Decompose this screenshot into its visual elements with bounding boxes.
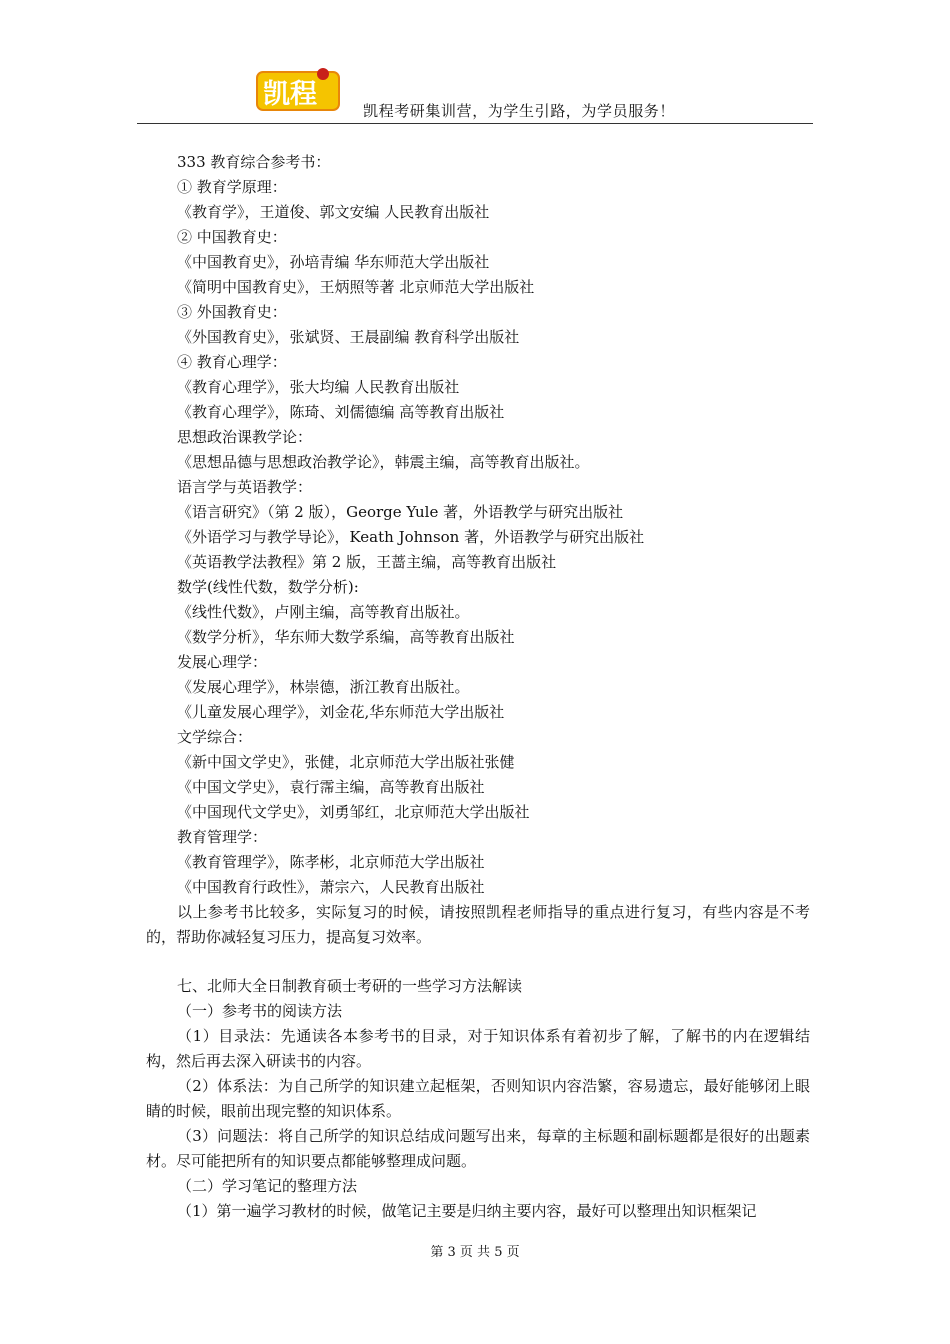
book-line: 《英语教学法教程》第 2 版，王蔷主编，高等教育出版社 (177, 553, 557, 571)
document-body (146, 150, 810, 1224)
method-paragraph: （3）问题法：将自己所学的知识总结成问题写出来，每章的主标题和副标题都是很好的出题素材。尽可能把所有的知识要点都能够整理成问题。 (146, 1127, 810, 1170)
method-paragraph: （1）目录法：先通读各本参考书的目录，对于知识体系有着初步了解，了解书的内在逻辑结构，然后再去深入研读书的内容。 (146, 1027, 810, 1070)
note-paragraph: （1）第一遍学习教材的时候，做笔记主要是归纳主要内容，最好可以整理出知识框架记 (177, 1202, 757, 1220)
book-line: 《外语学习与教学导论》，Keath Johnson 著，外语教学与研究出版社 (177, 528, 645, 546)
book-line: 《教育心理学》，陈琦、刘儒德编 高等教育出版社 (177, 403, 505, 421)
book-line: 《外国教育史》，张斌贤、王晨副编 教育科学出版社 (177, 328, 520, 346)
header-divider (137, 123, 813, 124)
book-line: 《中国教育行政性》，萧宗六，人民教育出版社 (177, 878, 485, 896)
header-slogan: 凯程考研集训营，为学生引路，为学员服务！ (363, 102, 676, 120)
subsection-title: （二）学习笔记的整理方法 (177, 1177, 358, 1195)
page-header (137, 62, 813, 124)
book-line: 发展心理学： (177, 653, 268, 671)
page-footer: 第 3 页 共 5 页 (430, 1245, 520, 1260)
book-line: 《教育管理学》，陈孝彬，北京师范大学出版社 (177, 853, 485, 871)
book-line: 《中国现代文学史》，刘勇邹红，北京师范大学出版社 (177, 803, 530, 821)
brand-logo (255, 66, 341, 114)
summary-paragraph: 以上参考书比较多，实际复习的时候，请按照凯程老师指导的重点进行复习，有些内容是不考的，帮助你减轻复习压力，提高复习效率。 (146, 903, 810, 946)
book-line: ④ 教育心理学： (177, 353, 287, 371)
book-line: 《中国文学史》，袁行霈主编，高等教育出版社 (177, 778, 485, 796)
method-paragraph: （2）体系法：为自己所学的知识建立起框架，否则知识内容浩繁，容易遗忘，最好能够闭上眼睛的时候，眼前出现完整的知识体系。 (146, 1077, 810, 1120)
book-line: 《中国教育史》，孙培青编 华东师范大学出版社 (177, 253, 490, 271)
book-line: 《发展心理学》，林崇德，浙江教育出版社。 (177, 678, 470, 696)
book-line: 思想政治课教学论： (177, 428, 313, 446)
book-line: 数学(线性代数，数学分析): (177, 578, 359, 596)
paragraph-spacer (146, 950, 810, 974)
book-line: 333 教育综合参考书： (177, 153, 331, 171)
book-line: 文学综合： (177, 728, 253, 746)
book-line: 教育管理学： (177, 828, 268, 846)
book-line: ② 中国教育史： (177, 228, 287, 246)
subsection-title: （一）参考书的阅读方法 (177, 1002, 343, 1020)
book-line: 《新中国文学史》，张健，北京师范大学出版社张健 (177, 753, 515, 771)
book-line: 《儿童发展心理学》，刘金花,华东师范大学出版社 (177, 703, 505, 721)
book-line: 《语言研究》（第 2 版），George Yule 著，外语教学与研究出版社 (177, 503, 624, 521)
section-title: 七、北师大全日制教育硕士考研的一些学习方法解读 (177, 977, 523, 995)
logo-text: 凯程 (263, 79, 317, 110)
book-line: 《线性代数》，卢刚主编，高等教育出版社。 (177, 603, 470, 621)
book-line: 语言学与英语教学： (177, 478, 313, 496)
book-line: ③ 外国教育史： (177, 303, 287, 321)
book-line: 《教育心理学》，张大均编 人民教育出版社 (177, 378, 460, 396)
book-line: 《简明中国教育史》，王炳照等著 北京师范大学出版社 (177, 278, 535, 296)
book-line: 《思想品德与思想政治教学论》，韩震主编，高等教育出版社。 (177, 453, 590, 471)
book-line: 《教育学》，王道俊、郭文安编 人民教育出版社 (177, 203, 490, 221)
book-line: 《数学分析》，华东师大数学系编，高等教育出版社 (177, 628, 515, 646)
book-line: ① 教育学原理： (177, 178, 287, 196)
